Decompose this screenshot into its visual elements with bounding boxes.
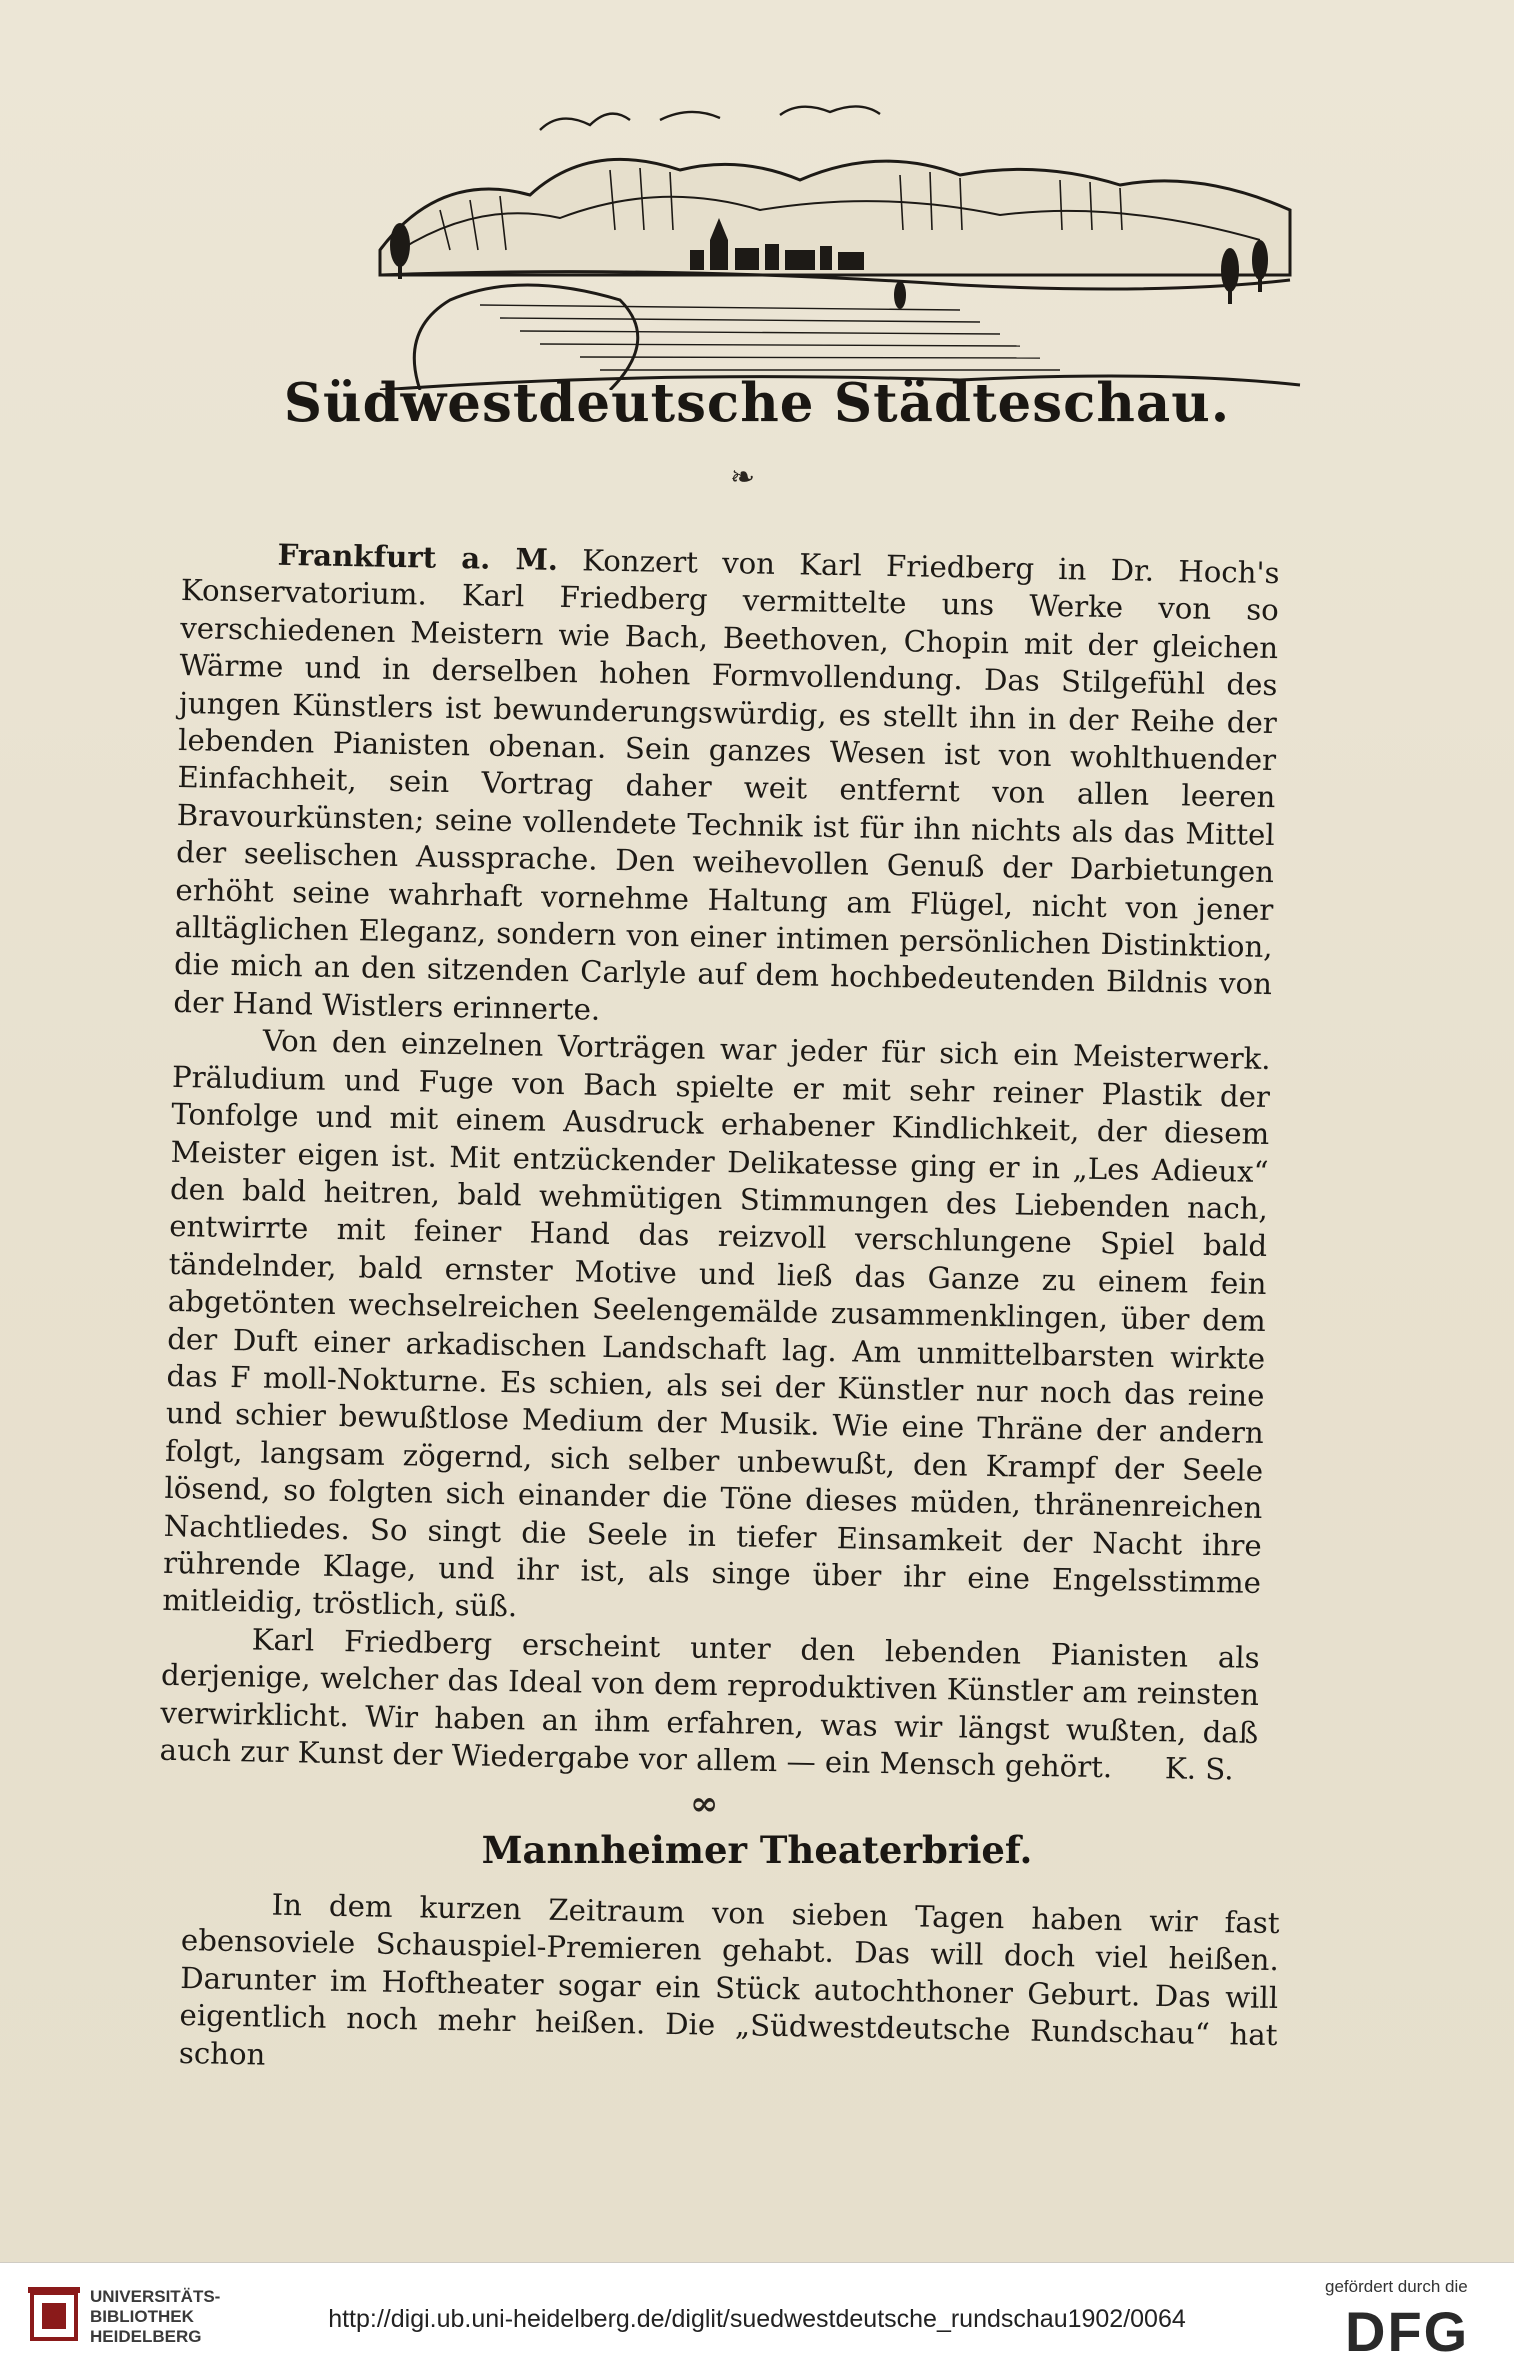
article-mannheim [179,1885,1280,2092]
article-paragraph: Von den einzelnen Vorträgen war jeder für sich ein Meisterwerk. Präludium und Fuge von Bach spielte er mit sehr reiner Plastik der Tonfolge und mit einem Ausdruck erhabener Kindlichkeit, der diesem Meister eigen ist. Mit entzückender Delikatesse ging er in „Les Adieux“ den bald heitren, bald wehmütigen Stimmungen des Liebenden nach, entwirrte mit feiner Hand das reizvoll verschlungene Spiel bald tändelnder, bald ernster Motive und ließ das Ganze zu einem fein abgetönten wechselreichen Seelengemälde zusammenklingen, über dem der Duft einer arkadischen Landschaft lag. Am unmittelbarsten wirkte das F moll-Nokturne. Es schien, als sei der Künstler nur noch das reine und schier bewußtlose Medium der Musik. Wie eine Thräne der andern folgt, langsam zögernd, sich selber unbewußt, den Krampf der Seele lösend, so folgten sich einander die Töne dieses müden, thränenreichen Nachtliedes. So singt die Seele in tiefer Einsamkeit der Nacht ihre rührende Klage, und ihr ist, als singe über ihr eine Engelsstimme mitleidig, tröstlich, süß. [162,1023,1271,1624]
permalink-url[interactable]: http://digi.ub.uni-heidelberg.de/diglit/suedwestdeutsche_rundschau1902/0064 [328,2305,1186,2333]
article-paragraph: In dem kurzen Zeitraum von sieben Tagen haben wir fast ebensoviele Schauspiel-Premieren gehabt. Das will doch viel heißen. Darunter im Hoftheater sogar ein Stück autochthoner Geburt. Das will eigentlich noch mehr heißen. Die „Südwestdeutsche Rundschau“ hat schon [178,1887,1280,2072]
landscape-vignette-illustration [360,100,1320,390]
dfg-logo: DFG [1345,2300,1470,2363]
section-divider-ornament: ∞ [690,1784,719,1824]
article-title: Mannheimer Theaterbrief. [481,1828,1033,1872]
funding-caption: gefördert durch die [1325,2277,1468,2296]
article-paragraph [173,535,1280,1041]
paragraph-text: Konzert von Karl Friedberg in Dr. Hoch's Konservatorium. Karl Friedberg vermittelte uns Werke von so verschiedenen Meistern wie Bach, Beethoven, Chopin mit der gleichen Wärme und in derselben hohen Formvollendung. Das Stilgefühl des jungen Künstlers ist bewunderungswürdig, es stellt ihn in der Reihe der lebenden Pianisten obenan. Sein ganzes Wesen ist von wohlthuender Einfachheit, sein Vortrag daher weit entfernt von allen leeren Bravourkünsten; seine vollendete Technik ist für ihn nichts als das Mittel der seelischen Aussprache. Den weihevollen Genuß der Darbietungen erhöht seine wahrhaft vornehme Haltung am Flügel, nicht von jener alltäglichen Eleganz, sondern von einer intimen persönlichen Distinktion, die mich an den sitzenden Carlyle auf dem hochbedeutenden Bildnis von der Hand Wistlers erinnerte. [173,543,1280,1027]
footer-bar [0,2262,1514,2371]
section-title: Südwestdeutsche Städteschau. [283,372,1231,434]
article-lead: Frankfurt a. M. [277,537,559,577]
author-signature: K. S. [1164,1751,1234,1787]
article-frankfurt [159,535,1279,1789]
article-paragraph [159,1620,1260,1790]
paragraph-text: Karl Friedberg erscheint unter den lebenden Pianisten als derjenige, welcher das Ideal von dem reproduktiven Künstler am reinsten verwirklicht. Wir haben an ihm erfahren, was wir längst wußten, daß auch zur Kunst der Wiedergabe vor allem — ein Mensch gehört. [159,1622,1260,1785]
library-name: UNIVERSITÄTS- BIBLIOTHEK HEIDELBERG [90,2287,221,2346]
fleuron-ornament: ❧ [730,460,756,495]
